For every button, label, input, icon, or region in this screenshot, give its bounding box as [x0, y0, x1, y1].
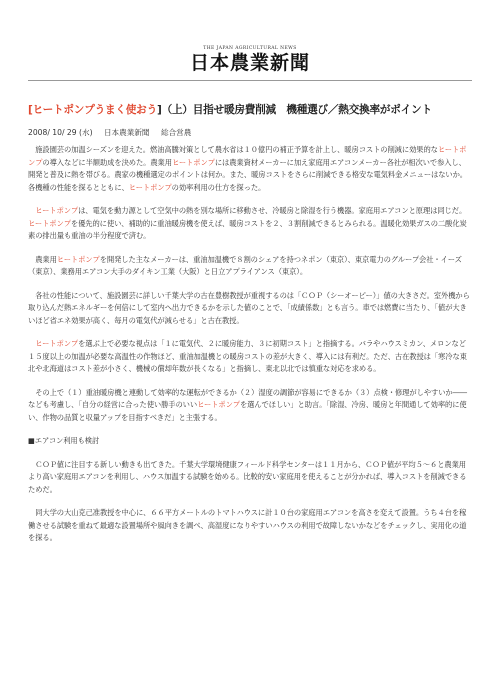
body-text: その上で（１）重油暖房機と連動して効率的な運転ができるか（２）湿度の調節が容易にできるか（３）点検・修理がしやすいか――なども考慮し、「自分の経営に合った使い勝手のいい: [28, 387, 468, 409]
paragraph: [28, 507, 472, 545]
paragraph: [28, 290, 472, 328]
article-meta: [28, 127, 472, 138]
masthead-divider: [28, 80, 472, 81]
body-text: を選ぶ上で必要な視点は「１に電気代、２に暖房能力、３に初期コスト」と指摘する。バラやハウスミカン、メロンなど１５度以上の加温が必要な高温性の作物ほど、重油加温機との暖房コストの差が大きく、導入には有利だ。ただ、古在教授は「寒冷な東北や北海道はコスト差が小さく、機械の償却年数が長くなる」と指摘し、東北以北では慎重な対応を求める。: [28, 339, 467, 373]
body-text: の効率利用の仕方を探った。: [171, 182, 266, 192]
highlight-term: ヒートポンプ: [128, 182, 172, 192]
headline-bracket: [: [28, 104, 33, 116]
highlight-term: ヒートポンプ: [197, 400, 240, 409]
body-text: を優先的に使い、補助的に重油暖房機を使えば、暖房コストを２、３割削減できるとみられる。温暖化効果ガスの二酸化炭素の排出量も重油の半分程度で済む。: [28, 218, 467, 240]
article-headline: [28, 103, 472, 117]
highlight-term: ヒートポンプ: [28, 145, 467, 167]
body-text: の導入などに半額助成を決めた。農業用: [42, 157, 172, 167]
paragraph: [28, 254, 472, 279]
article-date: 2008/ 10/ 29 (水): [28, 128, 93, 137]
highlight-term: ヒートポンプ: [56, 254, 100, 264]
masthead-logo: 日本農業新聞: [189, 52, 310, 74]
article-source: 日本農業新聞: [103, 128, 150, 137]
section-heading: ■エアコン利用も検討: [28, 436, 100, 445]
paragraph: [28, 387, 472, 425]
masthead-english-title: THE JAPAN AGRICULTURAL NEWS: [203, 46, 297, 51]
masthead: [28, 0, 472, 81]
headline-text: ]（上）目指せ暖房費削減 機種選び／熱交換率がポイント: [156, 104, 432, 116]
body-text: ＣＯＰ値に注目する新しい動きも出てきた。千葉大学環境健康フィールド科学センターは１１月から、ＣＯＰ値が平均５～６と農業用より高い家庭用エアコンを利用し、ハウス加温する試験を始める。比較的安い家庭用を使えることが分かれば、導入コストを削減できるためだ。: [28, 459, 467, 494]
highlight-term: ヒートポンプ: [35, 339, 79, 348]
body-text: 各社の性能について、施設園芸に詳しい千葉大学の古在豊樹教授が重視するのは「ＣＯＰ（シーオーピー）」値の大きさだ。室外機から取り込んだ熱エネルギーを何倍にして室内へ出力できるかを示した値のことで、「成績係数」とも言う。車では燃費に当たり、「値が大きいほど省エネ効果が高く、毎月の電気代が減らせる」と古在教授。: [28, 290, 470, 325]
highlight-term: ヒートポンプ: [35, 206, 79, 215]
highlight-term: ヒートポンプ: [28, 218, 71, 228]
body-text: 農業用: [28, 254, 57, 264]
paragraph: [28, 144, 472, 194]
body-text: 施設園芸の加温シーズンを迎えた。燃油高騰対策として農水省は１０億円の補正予算を計上し、暖房コストの削減に効果的な: [28, 145, 438, 154]
article-section: 総合営農: [160, 128, 192, 137]
paragraph: [28, 205, 472, 243]
body-text: を選んでほしい」と助言。「除湿、冷房、暖房と年間通して効率的に使い、作物の品質と収量アップを目指すべきだ」と主張する。: [28, 400, 467, 422]
paragraph: [28, 338, 472, 376]
body-text: を開発した主なメーカーは、重油加温機で８割のシェアを持つネポン（東京）、東京電力のグループ会社・イーズ（東京）、業務用エアコン大手のダイキン工業（大阪）と日立アプライアンス（東京）。: [28, 254, 462, 276]
headline-keyword: ヒートポンプうまく使おう: [32, 104, 157, 116]
body-text: は、電気を動力源として空気中の熱を別な場所に移動させ、冷暖房と除湿を行う機器。家庭用エアコンと原理は同じだ。: [78, 206, 467, 215]
highlight-term: ヒートポンプ: [171, 157, 215, 167]
body-text: 同大学の大山克己准教授を中心に、６６平方メートルのトマトハウスに計１０台の家庭用エアコンを高さを変えて設置。うち４台を稼働させる試験を重ねて最適な設置場所や風向きを調べ、高湿度になりやすいハウスの利用で故障しないかなどをチェックし、実用化の道を探る。: [28, 508, 467, 542]
paragraph: [28, 459, 472, 497]
body-text: には農業資材メーカーに加え家庭用エアコンメーカー各社が相次いで参入し、開発と普及に熱を帯びる。農家の機種選定のポイントは何か。また、暖房コストをさらに削減できる格安な電気料金メニューはないか。各機種の性能を探るとともに、: [28, 157, 468, 192]
article-body: [28, 144, 472, 545]
